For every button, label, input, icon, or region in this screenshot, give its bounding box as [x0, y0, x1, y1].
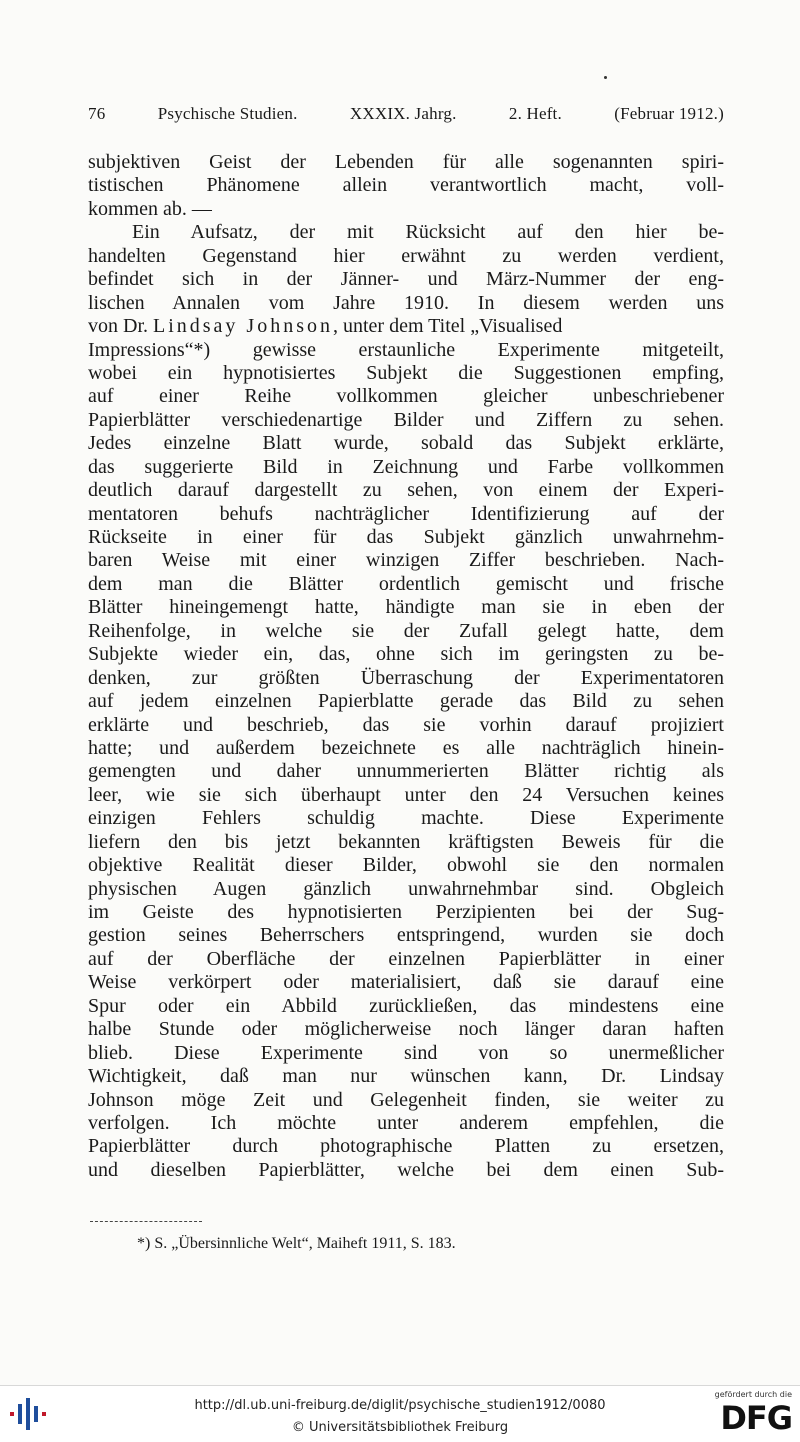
text-line: und dieselben Papierblätter, welche bei dem einen Sub-	[88, 1158, 724, 1181]
permalink[interactable]: http://dl.ub.uni-freiburg.de/diglit/psychische_studien1912/0080	[194, 1398, 606, 1413]
dfg-logo: DFG	[720, 1399, 792, 1437]
text-line: Blätter hineingemengt hatte, händigte man sie in eben der	[88, 596, 724, 619]
body-text	[88, 151, 724, 1182]
text-line: Spur oder ein Abbild zurückließen, das mindestens eine	[88, 994, 724, 1017]
page-number: 76	[88, 104, 106, 123]
text-line: liefern den bis jetzt bekannten kräftigsten Beweis für die	[88, 830, 724, 853]
volume: XXXIX. Jahrg.	[349, 104, 457, 123]
journal-title: Psychische Studien.	[157, 104, 298, 123]
text-line: tistischen Phänomene allein verantwortlich macht, voll-	[88, 174, 724, 197]
text-line-mixed	[88, 315, 724, 338]
text-fragment: , unter dem Titel „Visualised	[333, 315, 563, 338]
text-line: leer, wie sie sich überhaupt unter den 24 Versuchen keines	[88, 783, 724, 806]
text-line: erklärte und beschrieb, das sie vorhin darauf projiziert	[88, 713, 724, 736]
text-line: im Geiste des hypnotisierten Perzipienten bei der Sug-	[88, 901, 724, 923]
text-line: halbe Stunde oder möglicherweise noch länger daran haften	[88, 1018, 724, 1041]
text-line: befindet sich in der Jänner- und März-Nummer der eng-	[88, 268, 724, 291]
footnote: *) S. „Übersinnliche Welt“, Maiheft 1911, S. 183.	[137, 1235, 456, 1252]
text-line: gestion seines Beherrschers entspringend, wurden sie doch	[88, 924, 724, 947]
text-line: verfolgen. Ich möchte unter anderem empfehlen, die	[88, 1111, 724, 1134]
text-line: handelten Gegenstand hier erwähnt zu werden verdient,	[88, 244, 724, 267]
author-name-spaced: Lindsay Johnson	[153, 315, 333, 338]
funding-caption: gefördert durch die	[714, 1390, 792, 1399]
text-line: deutlich darauf dargestellt zu sehen, von einem der Experi-	[88, 479, 724, 502]
text-line: Weise verkörpert oder materialisiert, daß sie darauf eine	[88, 971, 724, 994]
text-line: wobei ein hypnotisiertes Subjekt die Suggestionen empfing,	[88, 361, 724, 384]
text-line: Rückseite in einer für das Subjekt gänzlich unwahrnehm-	[88, 526, 724, 548]
text-line: hatte; und außerdem bezeichnete es alle nachträglich hinein-	[88, 736, 724, 759]
text-line: Impressions“*) gewisse erstaunliche Experimente mitgeteilt,	[88, 338, 724, 361]
text-line: Papierblätter verschiedenartige Bilder und Ziffern zu sehen.	[88, 408, 724, 431]
text-line: Wichtigkeit, daß man nur wünschen kann, Dr. Lindsay	[88, 1065, 724, 1088]
text-line: denken, zur größten Überraschung der Experimentatoren	[88, 666, 724, 689]
text-line: mentatoren behufs nachträglicher Identifizierung auf der	[88, 502, 724, 525]
text-line: blieb. Diese Experimente sind von so unermeßlicher	[88, 1041, 724, 1064]
text-line: Jedes einzelne Blatt wurde, sobald das Subjekt erklärte,	[88, 432, 724, 455]
text-line: subjektiven Geist der Lebenden für alle sogenannten spiri-	[88, 151, 724, 173]
funder-block	[702, 1390, 792, 1438]
issue-date: (Februar 1912.)	[614, 104, 724, 123]
text-line: Subjekte wieder ein, das, ohne sich im geringsten zu be-	[88, 643, 724, 666]
text-line: Reihenfolge, in welche sie der Zufall gelegt hatte, dem	[88, 619, 724, 642]
text-line: einzigen Fehlers schuldig machte. Diese Experimente	[88, 807, 724, 830]
speck	[604, 76, 607, 79]
text-line: lischen Annalen vom Jahre 1910. In diesem werden uns	[88, 291, 724, 314]
text-line: Papierblätter durch photographische Platten zu ersetzen,	[88, 1135, 724, 1158]
text-line: auf der Oberfläche der einzelnen Papierblätter in einer	[88, 947, 724, 970]
footnote-divider	[90, 1221, 202, 1222]
text-line: das suggerierte Bild in Zeichnung und Farbe vollkommen	[88, 455, 724, 478]
text-line: dem man die Blätter ordentlich gemischt und frische	[88, 572, 724, 595]
text-line: Johnson möge Zeit und Gelegenheit finden, sie weiter zu	[88, 1088, 724, 1111]
running-head	[88, 104, 724, 124]
text-fragment: von Dr.	[88, 315, 148, 338]
text-line: baren Weise mit einer winzigen Ziffer beschrieben. Nach-	[88, 549, 724, 572]
text-line: auf einer Reihe vollkommen gleicher unbeschriebener	[88, 385, 724, 408]
text-line: auf jedem einzelnen Papierblatte gerade das Bild zu sehen	[88, 690, 724, 713]
issue: 2. Heft.	[508, 104, 562, 123]
text-line: objektive Realität dieser Bilder, obwohl sie den normalen	[88, 854, 724, 877]
text-line: gemengten und daher unnummerierten Blätter richtig als	[88, 760, 724, 783]
text-line: physischen Augen gänzlich unwahrnehmbar sind. Obgleich	[88, 877, 724, 900]
viewer-footer	[0, 1385, 800, 1442]
text-line: kommen ab. —	[88, 197, 212, 220]
text-line: Ein Aufsatz, der mit Rücksicht auf den hier be-	[132, 221, 724, 244]
copyright-notice: © Universitätsbibliothek Freiburg	[291, 1420, 509, 1435]
